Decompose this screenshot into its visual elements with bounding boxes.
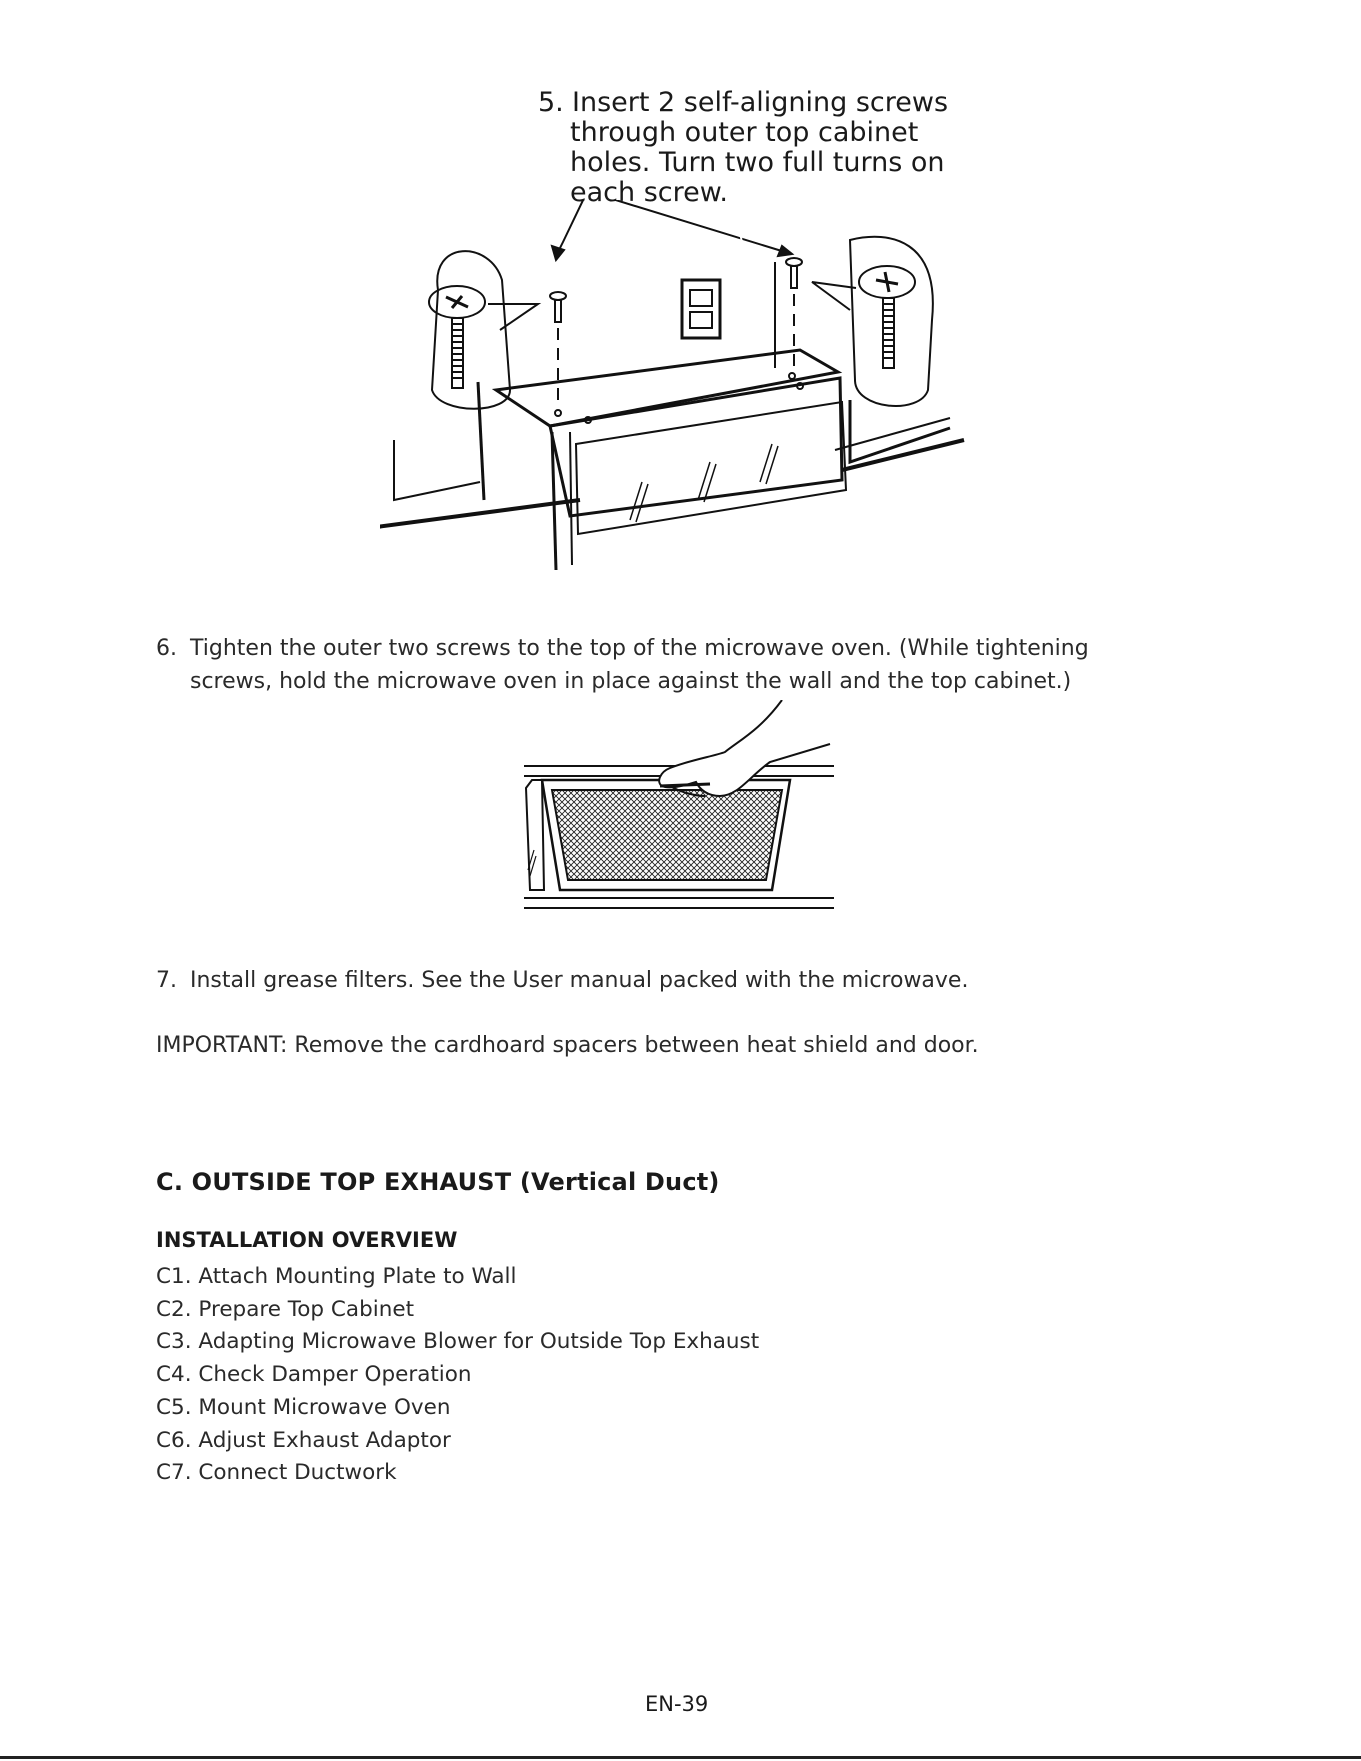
step7-number: 7. (156, 968, 177, 993)
step6-number: 6. (156, 636, 177, 661)
step5-line-4: each screw. (570, 177, 728, 208)
step7-text (156, 964, 968, 997)
step5-line-1: Insert 2 self-aligning screws (572, 87, 949, 118)
overview-heading: INSTALLATION OVERVIEW (156, 1228, 458, 1252)
step7-line: Install grease filters. See the User manual packed with the microwave. (190, 968, 969, 993)
list-item: C5. Mount Microwave Oven (156, 1394, 451, 1420)
page-number: EN-39 (645, 1692, 709, 1716)
step6-line-2: screws, hold the microwave oven in place against the wall and the top cabinet.) (190, 669, 1072, 694)
microwave-screw-illustration (380, 200, 980, 600)
section-title: C. OUTSIDE TOP EXHAUST (Vertical Duct) (156, 1168, 720, 1196)
list-item: C1. Attach Mounting Plate to Wall (156, 1264, 517, 1289)
step5-number: 5. (538, 87, 564, 118)
step5-line-2: through outer top cabinet (570, 117, 919, 148)
step6-text (156, 632, 1089, 698)
list-item: C6. Adjust Exhaust Adaptor (156, 1427, 451, 1453)
page-bottom-rule (0, 1756, 1361, 1759)
step5-caption (538, 88, 958, 208)
list-item: C2. Prepare Top Cabinet (156, 1296, 414, 1322)
grease-filter-illustration (520, 700, 840, 925)
step5-line-3: holes. Turn two full turns on (570, 147, 945, 178)
important-note: IMPORTANT: Remove the cardhoard spacers between heat shield and door. (156, 1033, 979, 1058)
step6-line-1: Tighten the outer two screws to the top of the microwave oven. (While tightening (190, 636, 1089, 661)
list-item: C4. Check Damper Operation (156, 1362, 472, 1388)
overview-list (156, 1261, 759, 1490)
list-item: C7. Connect Ductwork (156, 1460, 397, 1486)
list-item: C3. Adapting Microwave Blower for Outside Top Exhaust (156, 1329, 760, 1355)
